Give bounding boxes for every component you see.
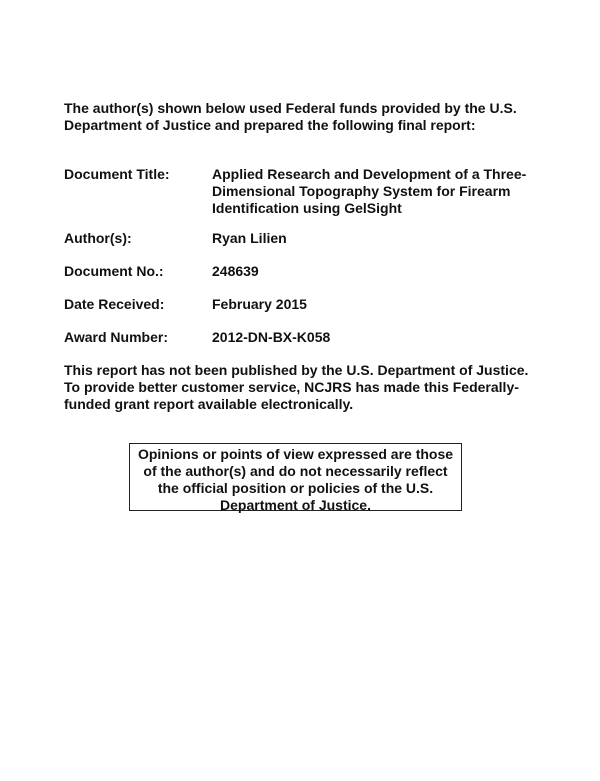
disclaimer-line: the official position or policies of the U.S. [157,480,434,496]
intro-line: The author(s) shown below used Federal funds provided by the U.S. [64,100,517,116]
intro-line: Department of Justice and prepared the following final report: [64,117,476,133]
document-title-line: Dimensional Topography System for Firearm [212,183,511,199]
date-received-label: Date Received: [64,296,165,312]
disclaimer-box [129,443,462,511]
document-no-value: 248639 [212,263,259,279]
document-no-label: Document No.: [64,263,164,279]
date-received-value: February 2015 [212,296,307,312]
disclaimer-line: Department of Justice. [220,497,371,513]
notice-line: This report has not been published by the U.S. Department of Justice. [64,362,529,378]
document-title-label: Document Title: [64,166,170,182]
authors-value: Ryan Lilien [212,230,287,246]
publication-notice [64,362,544,413]
document-title-line: Applied Research and Development of a Three- [212,166,527,182]
disclaimer-line: of the author(s) and do not necessarily reflect [143,463,448,479]
award-number-value: 2012-DN-BX-K058 [212,329,331,345]
disclaimer-line: Opinions or points of view expressed are those [137,446,454,462]
document-title-line: Identification using GelSight [212,200,402,216]
authors-label: Author(s): [64,230,132,246]
notice-line: To provide better customer service, NCJRS has made this Federally- [64,379,519,395]
intro-paragraph [64,100,544,134]
document-title-value [212,166,537,217]
notice-line: funded grant report available electronically. [64,396,354,412]
award-number-label: Award Number: [64,329,168,345]
